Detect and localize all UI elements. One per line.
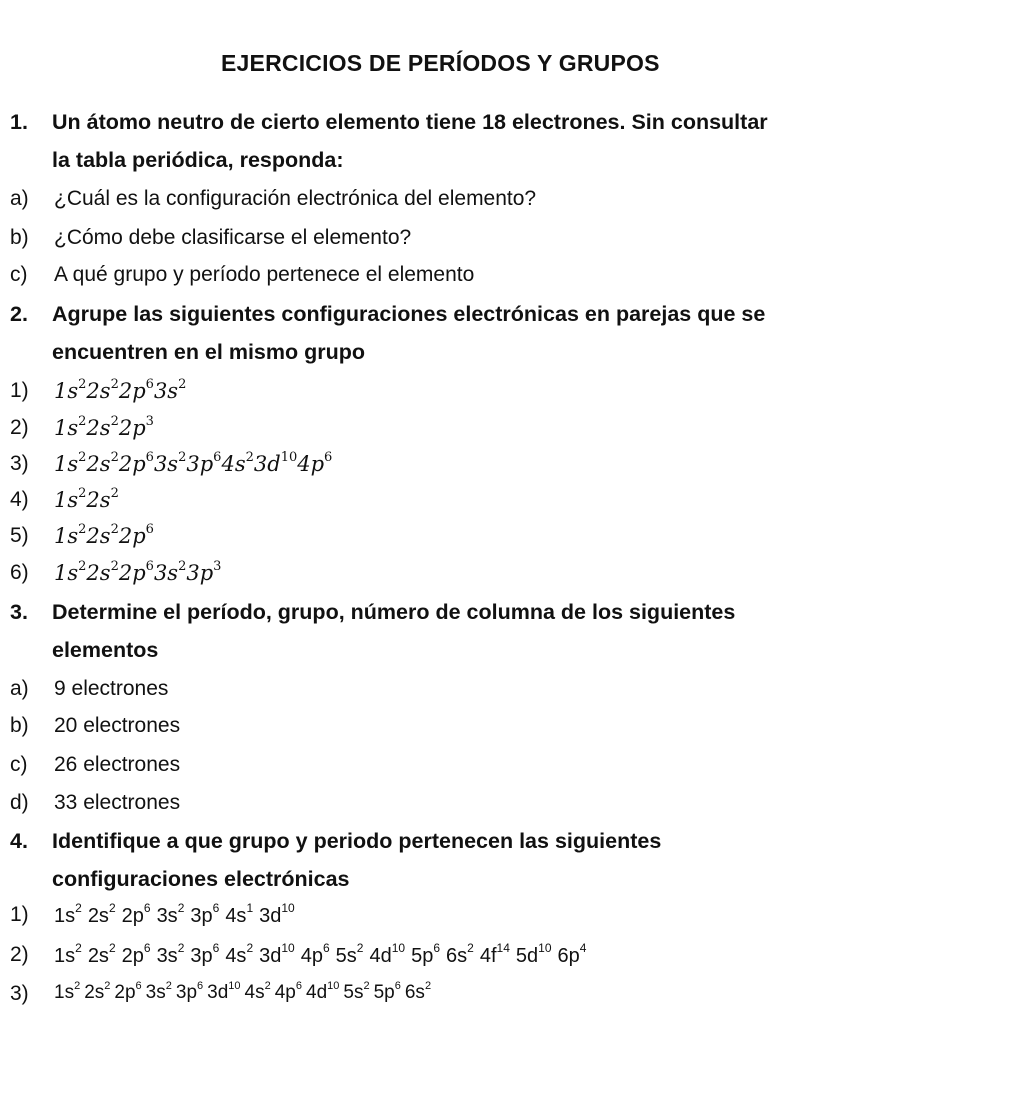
orbital-exponent: 2: [356, 941, 364, 955]
orbital-exponent: 6: [212, 941, 220, 955]
orbital: [119, 452, 154, 476]
item-label: b): [10, 226, 29, 249]
config-label: 3): [10, 982, 29, 1005]
orbital: [84, 982, 110, 1003]
orbital: [190, 901, 220, 927]
item-label: b): [10, 714, 29, 737]
orbital-exponent: 10: [280, 450, 298, 465]
orbital: [259, 901, 295, 927]
orbital-label: 1s: [54, 416, 79, 440]
orbital: [121, 941, 151, 967]
orbital: [154, 561, 186, 585]
config-label: 5): [10, 524, 29, 547]
orbital-exponent: 2: [110, 486, 119, 501]
orbital: [86, 488, 118, 512]
orbital-label: 3s: [153, 561, 179, 585]
orbital: [87, 941, 116, 967]
orbital-label: 3s: [156, 944, 178, 967]
orbital-label: 1s: [54, 488, 79, 512]
orbital-exponent: 2: [78, 522, 87, 537]
config-formula: [54, 416, 154, 440]
orbital-label: 2s: [86, 561, 111, 585]
orbital-exponent: 14: [496, 941, 510, 955]
orbital-label: 5d: [515, 944, 539, 967]
orbital: [86, 524, 118, 548]
item-label: a): [10, 187, 29, 210]
question-3-number: 3.: [10, 600, 28, 624]
orbital: [411, 941, 441, 967]
orbital-label: 1s: [54, 944, 76, 967]
orbital-label: 4p: [274, 982, 296, 1004]
orbital-label: 3p: [190, 904, 213, 927]
orbital-label: 2p: [118, 561, 146, 585]
orbital-exponent: 2: [467, 941, 474, 955]
orbital-label: 5p: [373, 982, 395, 1004]
orbital: [119, 524, 154, 548]
orbital-label: 3d: [253, 452, 281, 476]
orbital-exponent: 6: [197, 980, 204, 992]
orbital: [86, 416, 118, 440]
orbital: [54, 488, 86, 512]
orbital-exponent: 4: [579, 941, 587, 955]
question-4-number: 4.: [10, 829, 28, 853]
orbital-exponent: 6: [145, 522, 154, 537]
orbital-label: 2p: [118, 452, 146, 476]
config-formula: [54, 488, 119, 512]
orbital-exponent: 6: [143, 901, 151, 915]
orbital-exponent: 2: [78, 450, 87, 465]
orbital-label: 4d: [306, 982, 328, 1004]
orbital: [405, 982, 431, 1003]
config-label: 3): [10, 452, 29, 475]
orbital-label: 1s: [54, 452, 79, 476]
orbital-exponent: 2: [110, 414, 119, 429]
question-1-text-cont: la tabla periódica, responda:: [52, 148, 344, 172]
orbital-label: 6s: [446, 944, 468, 967]
config-formula: [54, 452, 332, 476]
orbital: [54, 524, 86, 548]
orbital-exponent: 2: [264, 980, 271, 992]
orbital: [119, 561, 154, 585]
orbital: [515, 941, 552, 967]
orbital-exponent: 10: [391, 941, 406, 955]
orbital-label: 2s: [84, 982, 105, 1004]
item-text: 20 electrones: [54, 714, 181, 737]
config-label: 2): [10, 943, 29, 966]
orbital: [54, 416, 86, 440]
orbital-exponent: 1: [246, 901, 254, 915]
orbital: [87, 901, 116, 927]
orbital-exponent: 6: [212, 901, 220, 915]
orbital-label: 4s: [221, 452, 246, 476]
orbital: [156, 901, 185, 927]
orbital-label: 4p: [297, 452, 325, 476]
orbital: [176, 982, 203, 1003]
orbital: [54, 452, 86, 476]
orbital-label: 2s: [86, 416, 111, 440]
config-label: 1): [10, 379, 29, 402]
config-formula: [54, 903, 301, 928]
orbital-label: 2s: [87, 944, 109, 967]
orbital: [254, 452, 297, 476]
orbital: [190, 941, 220, 967]
orbital: [154, 452, 186, 476]
orbital-exponent: 2: [108, 901, 116, 915]
orbital: [86, 379, 118, 403]
orbital-label: 1s: [54, 904, 76, 927]
orbital-exponent: 2: [108, 941, 116, 955]
orbital-label: 4f: [479, 944, 497, 967]
orbital: [121, 901, 151, 927]
question-2-number: 2.: [10, 302, 28, 326]
orbital-label: 4p: [300, 944, 323, 967]
orbital: [186, 452, 221, 476]
question-3-text-cont: elementos: [52, 638, 159, 662]
config-label: 4): [10, 488, 29, 511]
orbital-exponent: 6: [145, 559, 154, 574]
orbital-label: 3s: [153, 452, 179, 476]
orbital-label: 3d: [259, 904, 282, 927]
orbital-exponent: 2: [178, 559, 187, 574]
orbital: [86, 561, 118, 585]
orbital-label: 3s: [145, 982, 166, 1004]
item-text: 9 electrones: [54, 677, 169, 700]
question-3-text: Determine el período, grupo, número de columna de los siguientes: [52, 600, 736, 624]
orbital: [207, 982, 240, 1003]
orbital-label: 3p: [175, 982, 198, 1004]
orbital-label: 1s: [54, 982, 75, 1004]
orbital-exponent: 2: [110, 559, 119, 574]
orbital-exponent: 6: [143, 941, 151, 955]
orbital-label: 3p: [186, 561, 214, 585]
orbital-label: 4s: [225, 904, 247, 927]
orbital: [297, 452, 332, 476]
config-formula: [54, 524, 154, 548]
item-label: d): [10, 791, 29, 814]
orbital-exponent: 2: [75, 901, 82, 915]
orbital-exponent: 2: [75, 941, 82, 955]
orbital: [54, 982, 80, 1003]
orbital-label: 2s: [86, 379, 111, 403]
orbital: [221, 452, 253, 476]
orbital-exponent: 2: [110, 450, 119, 465]
orbital: [146, 982, 172, 1003]
orbital-label: 2s: [86, 524, 111, 548]
orbital-exponent: 6: [295, 980, 302, 992]
orbital: [54, 379, 86, 403]
item-text: A qué grupo y período pertenece el elemento: [54, 263, 475, 286]
orbital-exponent: 10: [228, 980, 241, 992]
item-label: c): [10, 753, 28, 776]
orbital-label: 4s: [225, 944, 247, 967]
orbital-exponent: 2: [246, 941, 254, 955]
orbital-label: 1s: [54, 524, 79, 548]
orbital-label: 2s: [86, 452, 111, 476]
orbital: [119, 379, 154, 403]
orbital-label: 2p: [121, 904, 144, 927]
question-1-text: Un átomo neutro de cierto elemento tiene 18 electrones. Sin consultar: [52, 110, 768, 134]
config-label: 1): [10, 903, 29, 926]
orbital-exponent: 3: [213, 559, 222, 574]
orbital: [154, 379, 186, 403]
orbital-label: 1s: [54, 561, 79, 585]
orbital: [275, 982, 302, 1003]
orbital: [119, 416, 154, 440]
orbital-label: 6p: [557, 944, 580, 967]
orbital: [156, 941, 185, 967]
orbital-label: 3s: [153, 379, 179, 403]
orbital-exponent: 2: [110, 377, 119, 392]
orbital: [225, 941, 254, 967]
orbital-exponent: 2: [178, 450, 187, 465]
orbital-exponent: 10: [327, 980, 340, 992]
orbital-exponent: 2: [104, 980, 111, 992]
orbital-exponent: 6: [213, 450, 222, 465]
orbital: [54, 941, 82, 967]
orbital-exponent: 6: [135, 980, 142, 992]
orbital: [369, 941, 406, 967]
orbital-label: 2p: [118, 524, 146, 548]
config-formula: [54, 943, 592, 968]
orbital: [86, 452, 118, 476]
orbital-exponent: 2: [110, 522, 119, 537]
orbital: [114, 982, 141, 1003]
orbital-label: 2p: [121, 944, 144, 967]
orbital-exponent: 10: [538, 941, 552, 955]
config-label: 2): [10, 416, 29, 439]
orbital-label: 4d: [369, 944, 392, 967]
orbital-label: 1s: [54, 379, 79, 403]
orbital-label: 3p: [186, 452, 214, 476]
item-text: 26 electrones: [54, 753, 181, 776]
orbital-exponent: 6: [145, 377, 154, 392]
orbital: [54, 901, 82, 927]
orbital-label: 3d: [207, 982, 229, 1004]
orbital-exponent: 2: [245, 450, 254, 465]
question-4-text: Identifique a que grupo y periodo pertenecen las siguientes: [52, 829, 662, 853]
item-text: ¿Cómo debe clasificarse el elemento?: [54, 226, 412, 249]
orbital: [343, 982, 369, 1003]
orbital-label: 5s: [343, 982, 364, 1004]
orbital-label: 3d: [259, 944, 282, 967]
orbital: [245, 982, 271, 1003]
orbital-exponent: 2: [78, 414, 87, 429]
orbital-label: 3s: [156, 904, 178, 927]
orbital: [300, 941, 330, 967]
orbital-label: 2p: [114, 982, 136, 1004]
orbital: [479, 941, 510, 967]
orbital-label: 4s: [244, 982, 265, 1004]
orbital: [225, 901, 254, 927]
orbital-exponent: 2: [424, 980, 432, 992]
question-2-text: Agrupe las siguientes configuraciones electrónicas en parejas que se: [52, 302, 766, 326]
orbital-label: 2s: [87, 904, 109, 927]
orbital-exponent: 10: [281, 901, 295, 915]
question-1-number: 1.: [10, 110, 28, 134]
orbital-exponent: 6: [394, 980, 401, 992]
orbital: [306, 982, 339, 1003]
orbital-exponent: 6: [145, 450, 154, 465]
orbital-label: 5p: [411, 944, 434, 967]
item-label: a): [10, 677, 29, 700]
question-2-text-cont: encuentren en el mismo grupo: [52, 340, 365, 364]
config-formula: [54, 982, 435, 1004]
orbital-exponent: 2: [178, 377, 187, 392]
orbital-label: 2s: [86, 488, 111, 512]
orbital-exponent: 2: [177, 901, 185, 915]
orbital-exponent: 2: [78, 486, 87, 501]
orbital-exponent: 10: [281, 941, 295, 955]
orbital-exponent: 6: [324, 450, 333, 465]
orbital: [446, 941, 474, 967]
orbital: [374, 982, 401, 1003]
orbital: [335, 941, 364, 967]
orbital-exponent: 2: [78, 559, 87, 574]
item-text: ¿Cuál es la configuración electrónica del elemento?: [54, 187, 537, 210]
orbital-exponent: 6: [322, 941, 330, 955]
orbital-exponent: 2: [363, 980, 370, 992]
config-formula: [54, 379, 186, 403]
orbital: [186, 561, 221, 585]
item-label: c): [10, 263, 28, 286]
orbital-label: 5s: [335, 944, 357, 967]
orbital-label: 2p: [118, 379, 146, 403]
orbital-exponent: 2: [165, 980, 172, 992]
orbital-label: 6s: [404, 982, 425, 1004]
orbital-exponent: 2: [78, 377, 87, 392]
config-formula: [54, 561, 221, 585]
orbital-exponent: 3: [145, 414, 154, 429]
orbital-exponent: 2: [74, 980, 81, 992]
orbital: [557, 941, 587, 967]
orbital: [54, 561, 86, 585]
question-4-text-cont: configuraciones electrónicas: [52, 867, 350, 891]
page-title: EJERCICIOS DE PERÍODOS Y GRUPOS: [221, 50, 660, 76]
orbital-exponent: 2: [177, 941, 185, 955]
orbital-label: 3p: [190, 944, 213, 967]
orbital: [259, 941, 295, 967]
orbital-exponent: 6: [433, 941, 441, 955]
item-text: 33 electrones: [54, 791, 181, 814]
orbital-label: 2p: [118, 416, 146, 440]
config-label: 6): [10, 561, 29, 584]
